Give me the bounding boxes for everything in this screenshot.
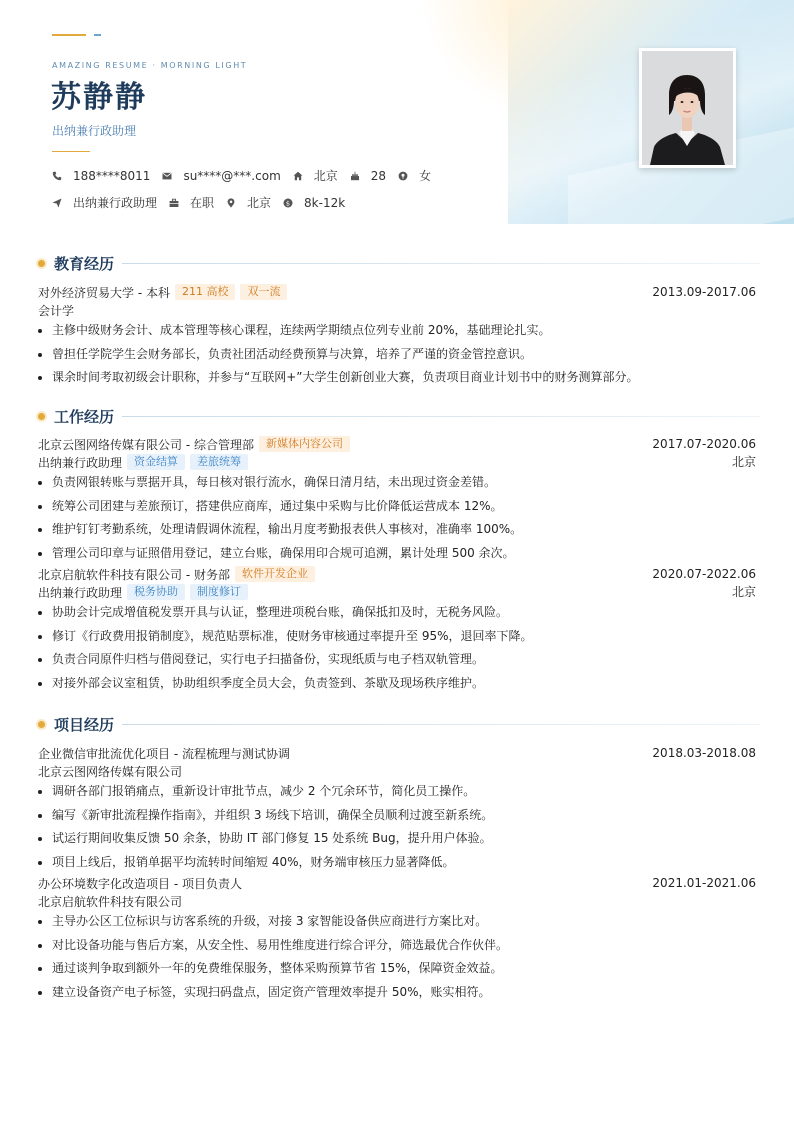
list-item: 通过谈判争取到额外一年的免费维保服务，整体采购预算节省 15%，保障资金效益。: [38, 957, 760, 981]
status-text: 在职: [190, 196, 215, 210]
decor-line-gold: [52, 34, 86, 36]
projects-section: [34, 713, 760, 1004]
school-tag: 双一流: [240, 284, 287, 300]
education-school-line: [34, 283, 760, 301]
mail-icon: [162, 171, 172, 181]
phone-item: [52, 169, 150, 183]
gender-item: [398, 167, 431, 184]
work-section: [34, 405, 760, 695]
contact-info-row: [52, 167, 443, 184]
education-section: [34, 252, 760, 390]
job-role: 出纳兼行政助理: [38, 585, 123, 600]
job-city: 北京: [731, 455, 756, 469]
project-org: 北京云图网络传媒有限公司: [38, 764, 183, 779]
hometown-text: 北京: [313, 169, 338, 183]
age-item: [350, 169, 386, 183]
list-item: 主修中级财务会计、成本管理等核心课程，连续两学期绩点位列专业前 20%，基础理论扎实。: [38, 319, 760, 343]
work-city-item: [226, 194, 271, 211]
list-item: 负责合同原件归档与借阅登记，实行电子扫描备份，实现纸质与电子档双轨管理。: [38, 648, 760, 672]
section-bullet-dot: [38, 260, 45, 267]
list-item: 曾担任学院学生会财务部长，负责社团活动经费预算与决算，培养了严谨的资金管控意识。: [38, 343, 760, 367]
list-item: 建立设备资产电子标签，实现扫码盘点，固定资产管理效率提升 50%，账实相符。: [38, 981, 760, 1005]
list-item: 修订《行政费用报销制度》，规范贴票标准，使财务审核通过率提升至 95%，退回率下降。: [38, 625, 760, 649]
list-item: 课余时间考取初级会计职称，并参与“互联网+”大学生创新创业大赛，负责项目商业计划书中的财务测算部分。: [38, 366, 760, 390]
list-item: 对接外部会议室租赁，协助组织季度全员大会，负责签到、茶歇及现场秩序维护。: [38, 672, 760, 696]
list-item: 试运行期间收集反馈 50 余条，协助 IT 部门修复 15 处系统 Bug，提升用户体验。: [38, 827, 760, 851]
job-date: 2020.07-2022.06: [652, 567, 756, 581]
education-header: [34, 252, 760, 274]
job-info-row: [52, 194, 357, 211]
job-city: 北京: [731, 585, 756, 599]
company-tag: 新媒体内容公司: [259, 436, 350, 452]
home-item: [293, 167, 338, 184]
resume-kicker: AMAZING RESUME · MORNING LIGHT: [52, 61, 248, 70]
project-name: 办公环境数字化改造项目 - 项目负责人: [38, 876, 242, 891]
company-name: 北京启航软件科技有限公司 - 财务部: [38, 567, 230, 582]
candidate-title: 出纳兼行政助理: [52, 124, 137, 138]
list-item: 项目上线后，报销单据平均流转时间缩短 40%，财务端审核压力显著降低。: [38, 851, 760, 875]
work-header: [34, 405, 760, 427]
phone-icon: [52, 171, 62, 181]
target-role-text: 出纳兼行政助理: [73, 196, 158, 210]
svg-text:$: $: [285, 198, 291, 207]
list-item: 调研各部门报销痛点，重新设计审批节点，减少 2 个冗余环节，简化员工操作。: [38, 780, 760, 804]
salary-item: [283, 196, 345, 210]
section-divider: [122, 416, 760, 417]
target-role-item: [52, 194, 157, 211]
project-bullets: [34, 910, 760, 1004]
location-pin-icon: [226, 198, 236, 208]
work-city-text: 北京: [247, 196, 272, 210]
title-divider: [52, 151, 90, 152]
education-major-line: [34, 301, 760, 319]
role-tag: 资金结算: [127, 454, 185, 470]
list-item: 主导办公区工位标识与访客系统的升级，对接 3 家智能设备供应商进行方案比对。: [38, 910, 760, 934]
cake-icon: [350, 171, 360, 181]
home-icon: [293, 171, 303, 181]
email-text: su****@***.com: [183, 168, 281, 183]
project-date: 2021.01-2021.06: [652, 876, 756, 890]
decor-line-blue: [94, 34, 101, 36]
education-title: 教育经历: [54, 254, 115, 273]
education-bullets: [34, 319, 760, 390]
project-date: 2018.03-2018.08: [652, 746, 756, 760]
list-item: 统筹公司团建与差旅预订，搭建供应商库，通过集中采购与比价降低运营成本 12%。: [38, 495, 760, 519]
candidate-name: 苏静静: [51, 80, 147, 115]
project-name: 企业微信审批流优化项目 - 流程梳理与测试协调: [38, 746, 290, 761]
company-name: 北京云图网络传媒有限公司 - 综合管理部: [38, 437, 254, 452]
list-item: 负责网银转账与票据开具，每日核对银行流水，确保日清月结，未出现过资金差错。: [38, 471, 760, 495]
job-role-line: [34, 583, 760, 601]
gender-text: 女: [419, 169, 432, 183]
age-text: 28: [370, 168, 387, 183]
school-tag: 211 高校: [175, 284, 236, 300]
section-divider: [122, 724, 760, 725]
list-item: 协助会计完成增值税发票开具与认证，整理进项税台账，确保抵扣及时，无税务风险。: [38, 601, 760, 625]
role-tag: 制度修订: [190, 584, 248, 600]
list-item: 对比设备功能与售后方案，从安全性、易用性维度进行综合评分，筛选最优合作伙伴。: [38, 934, 760, 958]
project-name-line: [34, 874, 760, 892]
project-org-line: [34, 762, 760, 780]
job-bullets: [34, 601, 760, 695]
phone-text: 188****8011: [73, 168, 151, 183]
school-name: 对外经济贸易大学 - 本科: [38, 285, 170, 300]
work-title: 工作经历: [54, 407, 115, 426]
profile-photo: [639, 48, 736, 168]
list-item: 维护钉钉考勤系统，处理请假调休流程，输出月度考勤报表供人事核对，准确率 100%。: [38, 518, 760, 542]
section-bullet-dot: [38, 721, 45, 728]
role-tag: 税务协助: [127, 584, 185, 600]
briefcase-icon: [169, 198, 179, 208]
projects-header: [34, 713, 760, 735]
education-date: 2013.09-2017.06: [652, 285, 756, 299]
gender-icon: [398, 171, 408, 181]
salary-icon: [283, 198, 293, 208]
section-divider: [122, 263, 760, 264]
email-item: [162, 169, 280, 183]
list-item: 编写《新审批流程操作指南》，并组织 3 场线下培训，确保全员顺利过渡至新系统。: [38, 804, 760, 828]
job-company-line: [34, 435, 760, 453]
job-role-line: [34, 453, 760, 471]
project-org: 北京启航软件科技有限公司: [38, 894, 183, 909]
projects-title: 项目经历: [54, 715, 115, 734]
salary-text: 8k-12k: [304, 195, 346, 210]
role-tag: 差旅统筹: [190, 454, 248, 470]
major-name: 会计学: [38, 303, 75, 318]
project-name-line: [34, 744, 760, 762]
job-company-line: [34, 565, 760, 583]
project-bullets: [34, 780, 760, 874]
job-date: 2017.07-2020.06: [652, 437, 756, 451]
job-role: 出纳兼行政助理: [38, 455, 123, 470]
job-bullets: [34, 471, 760, 565]
company-tag: 软件开发企业: [235, 566, 315, 582]
section-bullet-dot: [38, 413, 45, 420]
send-icon: [52, 198, 62, 208]
status-item: [169, 194, 214, 211]
list-item: 管理公司印章与证照借用登记，建立台账，确保用印合规可追溯，累计处理 500 余次。: [38, 542, 760, 566]
project-org-line: [34, 892, 760, 910]
